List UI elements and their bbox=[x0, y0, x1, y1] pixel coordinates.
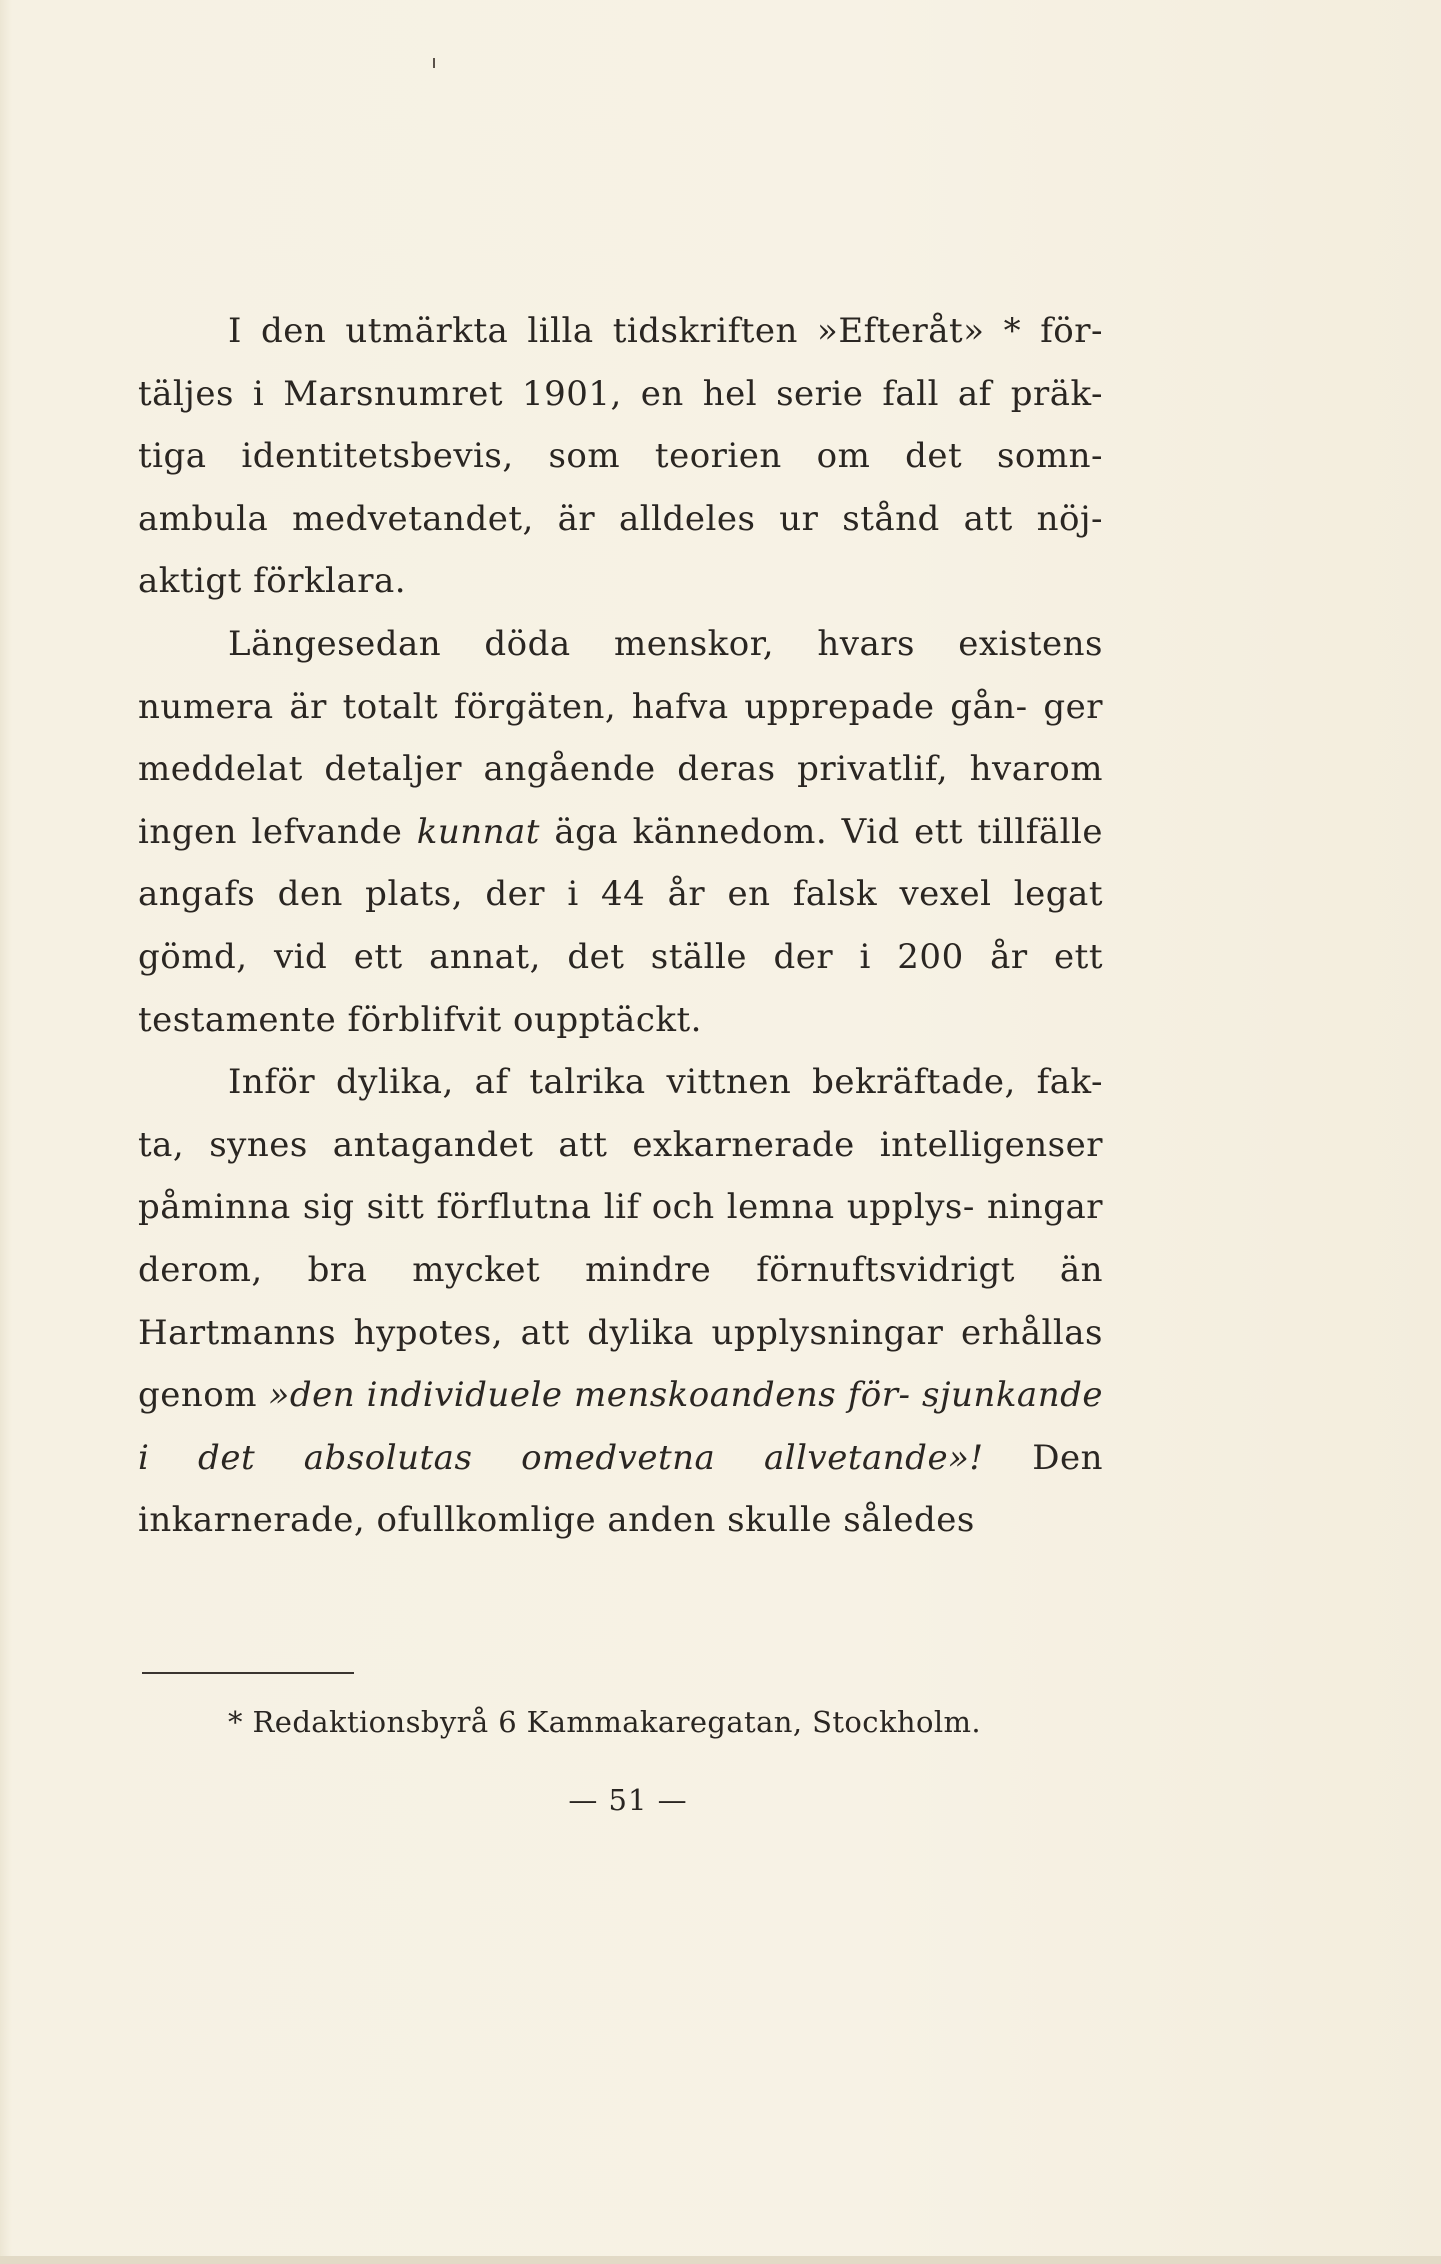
p2-line-7: det ställe der i 200 år ett testamente förblifvit bbox=[138, 936, 1103, 1040]
p1-line-2: täljes i Marsnumret 1901, en hel serie fall af präk- bbox=[138, 373, 1103, 414]
paragraph-1 bbox=[138, 300, 1103, 613]
p2-line-4b: äga kännedom. bbox=[539, 811, 828, 852]
paragraph-3 bbox=[138, 1051, 1103, 1552]
p2-line-2: numera är totalt förgäten, hafva upprepade gån- bbox=[138, 686, 1028, 727]
p3-line-6a: erhållas genom bbox=[138, 1312, 1104, 1416]
p3-line-2: ta, synes antagandet att exkarnerade intelligenser bbox=[138, 1124, 1103, 1165]
p3-quote-2: sjunkande i det absolutas omedvetna allvetande»! bbox=[138, 1375, 1103, 1478]
p3-line-4: ningar derom, bra mycket mindre förnuftsvidrigt bbox=[138, 1187, 1103, 1290]
footnote-rule bbox=[142, 1672, 354, 1674]
p2-line-3: ger meddelat detaljer angående deras privatlif, bbox=[138, 686, 1104, 790]
p1-line-3: tiga identitetsbevis, som teorien om det somn- bbox=[138, 436, 1103, 477]
p2-line-5: Vid ett tillfälle angafs den plats, der i 44 bbox=[138, 811, 1103, 915]
page-number: — 51 — bbox=[568, 1783, 688, 1817]
p3-line-5: än Hartmanns hypotes, att dylika upplysningar bbox=[138, 1249, 1103, 1353]
p1-line-1: I den utmärkta lilla tidskriften »Efteråt» * för- bbox=[228, 311, 1103, 351]
p3-quote-1: »den individuele menskoandens för- bbox=[268, 1375, 911, 1416]
footnote: * Redaktionsbyrå 6 Kammakaregatan, Stockholm. bbox=[228, 1705, 982, 1739]
p1-line-4: ambula medvetandet, är alldeles ur stånd att nöj- bbox=[138, 498, 1103, 539]
p3-line-8: Den inkarnerade, ofullkomlige anden skulle således bbox=[138, 1437, 1104, 1541]
body-text bbox=[138, 300, 1103, 1552]
p2-line-6: år en falsk vexel legat gömd, vid ett annat, bbox=[138, 874, 1103, 977]
paragraph-2 bbox=[138, 613, 1103, 1051]
p2-line-1: Längesedan döda menskor, hvars existens bbox=[228, 623, 1103, 664]
p2-line-8: oupptäckt. bbox=[512, 999, 702, 1040]
p3-line-3: påminna sig sitt förflutna lif och lemna upplys- bbox=[138, 1187, 975, 1228]
p2-line-4a: hvarom ingen lefvande bbox=[138, 749, 1103, 852]
p1-line-5: aktigt förklara. bbox=[138, 561, 407, 602]
p2-italic-word: kunnat bbox=[416, 811, 540, 852]
page-mark bbox=[433, 58, 435, 68]
page-edge bbox=[0, 2256, 1441, 2264]
p3-line-1: Inför dylika, af talrika vittnen bekräftade, fak- bbox=[228, 1062, 1103, 1103]
